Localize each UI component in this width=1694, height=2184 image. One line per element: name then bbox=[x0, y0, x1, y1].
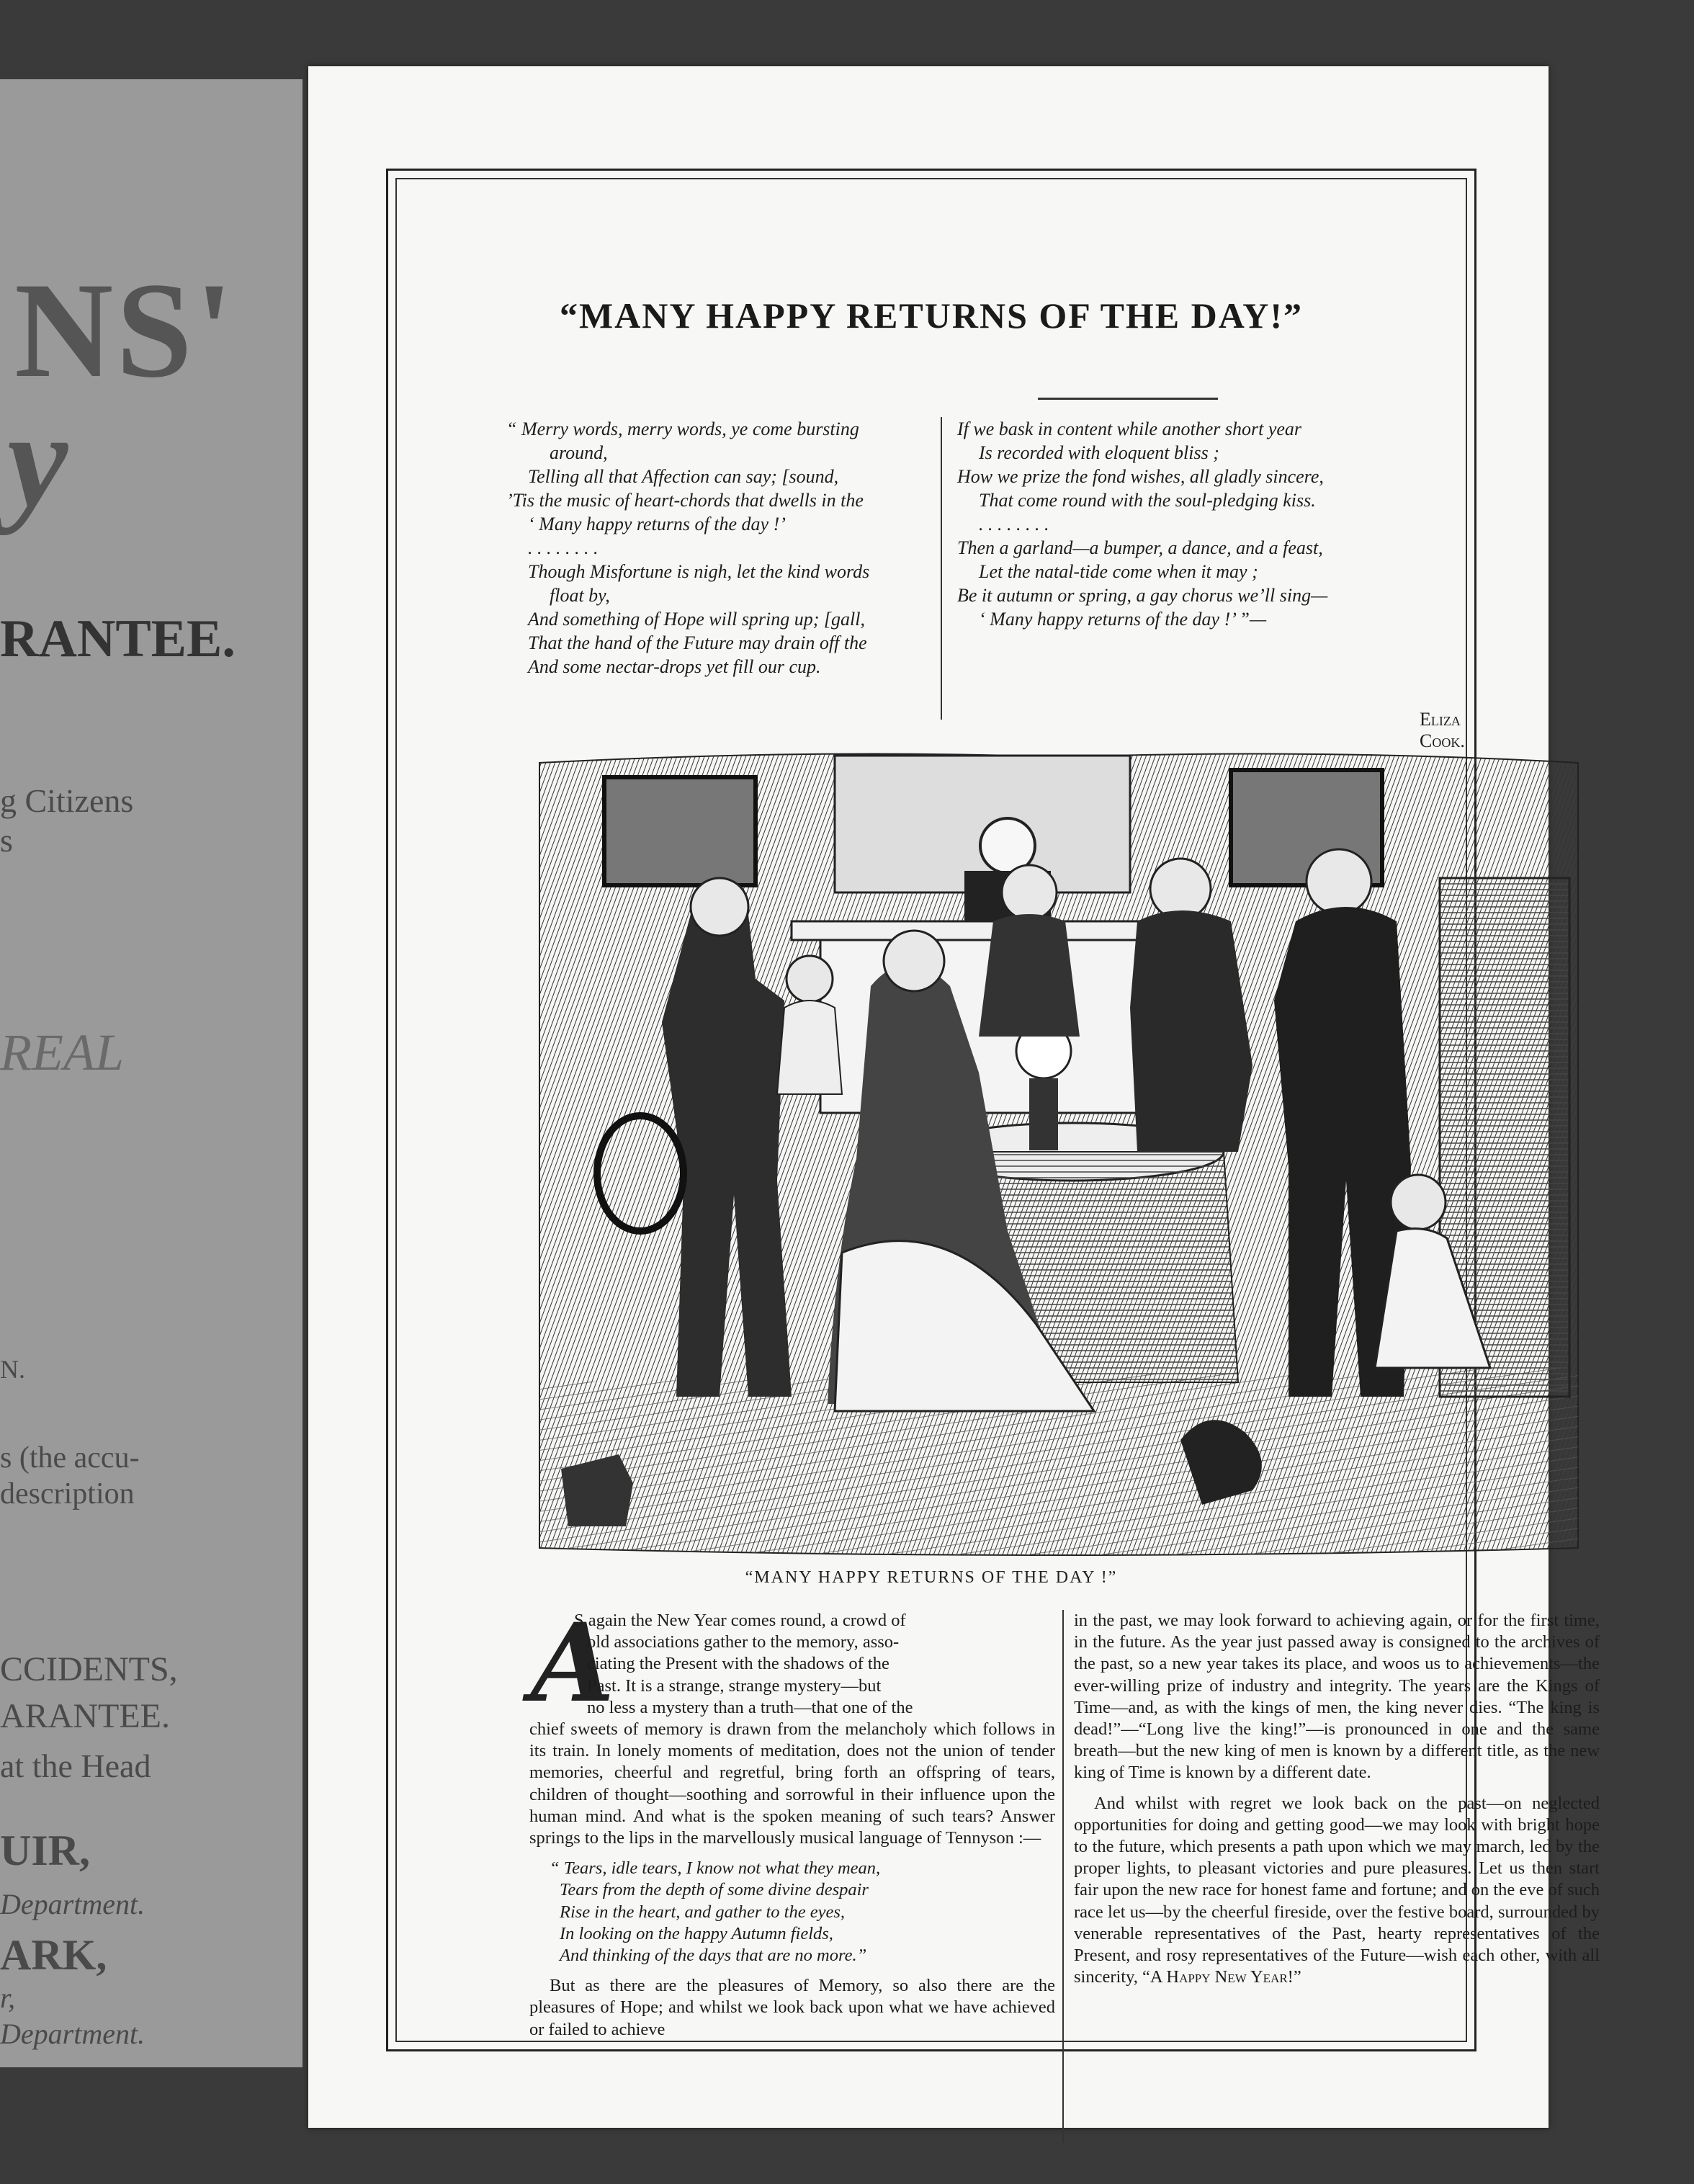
paragraph-text: And whilst with regret we look back on the past—on neglected opportunities for doing and getting good—we may look with bright hope to the future, which presents a path upon which we may march, led by the proper lights, to pleasant victories and pure pleasures. Let us then start fair upon the new race for honest fame and fortune; and on the eve of such race let us—by the cheerful fireside, over the festive board, surrounded by venerable representatives of the Past, hearty representatives of the Present, and rosy representatives of the Future—wish each other, with all sincerity, bbox=[1074, 1793, 1600, 1987]
left-fragment: at the Head bbox=[0, 1747, 151, 1784]
magazine-page bbox=[308, 66, 1600, 2128]
previous-page-edge bbox=[0, 79, 302, 2067]
poem-line: ’Tis the music of heart-chords that dwells in the bbox=[506, 490, 864, 511]
left-fragment: description bbox=[0, 1477, 135, 1511]
quote-line: “ Tears, idle tears, I know not what they mean, bbox=[550, 1858, 881, 1879]
left-fragment: s (the accu- bbox=[0, 1441, 140, 1474]
poem-line: Though Misfortune is nigh, let the kind words bbox=[528, 561, 870, 582]
left-fragment: Department. bbox=[0, 1888, 145, 1920]
drop-cap: A bbox=[531, 1600, 615, 1727]
closing-greeting: “A Happy New Year!” bbox=[1142, 1967, 1301, 1987]
paragraph bbox=[1074, 1793, 1600, 1989]
poem-line: float by, bbox=[550, 585, 610, 606]
poem-divider bbox=[941, 417, 942, 720]
poem-line: ‘ Many happy returns of the day !’ bbox=[528, 514, 786, 534]
poem-line: That the hand of the Future may drain off the bbox=[528, 632, 867, 653]
text-line: Past. It is a strange, strange mystery—but bbox=[587, 1675, 882, 1696]
text-line: S again the New Year comes round, a crowd of bbox=[574, 1611, 906, 1630]
poem-line: Is recorded with eloquent bliss ; bbox=[979, 442, 1219, 463]
page-border bbox=[386, 169, 1600, 2051]
left-fragment: s bbox=[0, 822, 13, 859]
text-line: no less a mystery than a truth—that one of the bbox=[587, 1697, 913, 1717]
text-line: ciating the Present with the shadows of the bbox=[587, 1654, 889, 1674]
quote-line: Rise in the heart, and gather to the eyes, bbox=[560, 1902, 845, 1922]
paragraph: chief sweets of memory is drawn from the melancholy which follows in its train. In lonely moments of meditation, does not the union of tender memories, cheerful and regretful, bring forth an offspring of tears, children of thought—soothing and sorrowful in their influence upon the human mind. And what is the spoken meaning of such tears? Answer springs to the lips in the marvellously musical language of Tennyson :— bbox=[529, 1719, 1055, 1848]
column-divider bbox=[1062, 1610, 1064, 2143]
poem-left-column bbox=[506, 417, 924, 679]
left-fragment: NS' bbox=[14, 255, 236, 406]
poem-line: Then a garland—a bumper, a dance, and a feast, bbox=[957, 537, 1323, 558]
poem-line: around, bbox=[550, 442, 608, 463]
page-inner-border bbox=[395, 178, 1600, 2042]
poem-line: Be it autumn or spring, a gay chorus we’ll sing— bbox=[957, 585, 1328, 606]
tennyson-quote bbox=[529, 1858, 1055, 1966]
left-fragment: y bbox=[7, 385, 71, 536]
poem-line: . . . . . . . . bbox=[528, 537, 599, 558]
poem-line: ‘ Many happy returns of the day !’ ”— bbox=[979, 609, 1267, 630]
poem-line: “ Merry words, merry words, ye come bursting bbox=[506, 419, 859, 439]
quote-line: And thinking of the days that are no more.” bbox=[560, 1946, 867, 1966]
left-fragment: REAL bbox=[0, 1024, 124, 1081]
text-line: old associations gather to the memory, asso- bbox=[587, 1632, 900, 1652]
paragraph: But as there are the pleasures of Memory, so also there are the pleasures of Hope; and whilst we look back upon what we have achieved or failed to achieve bbox=[529, 1976, 1055, 2039]
poem-line: If we bask in content while another short year bbox=[957, 419, 1302, 439]
left-fragment: g Citizens bbox=[0, 782, 134, 819]
text-column-left bbox=[529, 1600, 1055, 2049]
left-fragment: N. bbox=[0, 1355, 25, 1384]
figure-old-man bbox=[1150, 859, 1211, 919]
poem-line: That come round with the soul-pledging kiss. bbox=[979, 490, 1316, 511]
left-fragment: ARK, bbox=[0, 1931, 107, 1979]
engraving-illustration bbox=[532, 748, 1585, 1564]
left-fragment: ARANTEE. bbox=[0, 1697, 170, 1735]
paragraph: in the past, we may look forward to achieving again, or for the first time, in the future. As the year just passed away is consigned to the archives of the past, so a new year takes its place, and woos us to achievements—the ever-willing prize of industry and integrity. The years are the Kings of Time—and, as with the kings of men, the king never dies. “The king is dead!”—“Long live the king!”—is pronounced in one and the same breath—but the new king of men is known by a different title, as the new king of Time is known by a different date. bbox=[1074, 1611, 1600, 1783]
figure-child bbox=[786, 956, 833, 1002]
figure-little-girl bbox=[1391, 1175, 1446, 1230]
poem-right-column bbox=[957, 417, 1433, 631]
figure-visitor bbox=[1307, 849, 1371, 914]
poem-attribution: Eliza Cook. bbox=[1420, 709, 1465, 751]
left-fragment: Department. bbox=[0, 2018, 145, 2050]
left-fragment: RANTEE. bbox=[0, 609, 236, 668]
left-fragment: UIR, bbox=[0, 1827, 91, 1874]
left-fragment: r, bbox=[0, 1982, 16, 2014]
left-fragment: CCIDENTS, bbox=[0, 1650, 178, 1688]
quote-line: Tears from the depth of some divine despair bbox=[560, 1880, 869, 1900]
lamp-stand bbox=[1029, 1078, 1058, 1150]
figure-grandmother bbox=[1002, 865, 1057, 920]
quote-line: In looking on the happy Autumn fields, bbox=[560, 1923, 833, 1943]
poem-line: Let the natal-tide come when it may ; bbox=[979, 561, 1258, 582]
poem-line: And something of Hope will spring up; [gall, bbox=[528, 609, 865, 630]
illustration-caption: “MANY HAPPY RETURNS OF THE DAY !” bbox=[745, 1568, 1118, 1587]
poem-line: Telling all that Affection can say; [sound, bbox=[528, 466, 839, 487]
title-rule bbox=[1038, 398, 1218, 400]
poem-line: How we prize the fond wishes, all gladly sincere, bbox=[957, 466, 1324, 487]
wall-picture-left bbox=[604, 777, 756, 885]
article-title: “MANY HAPPY RETURNS OF THE DAY!” bbox=[559, 295, 1304, 336]
poem-line: . . . . . . . . bbox=[979, 514, 1049, 534]
text-column-right bbox=[1074, 1610, 1600, 1988]
poem-line: And some nectar-drops yet fill our cup. bbox=[528, 656, 821, 677]
